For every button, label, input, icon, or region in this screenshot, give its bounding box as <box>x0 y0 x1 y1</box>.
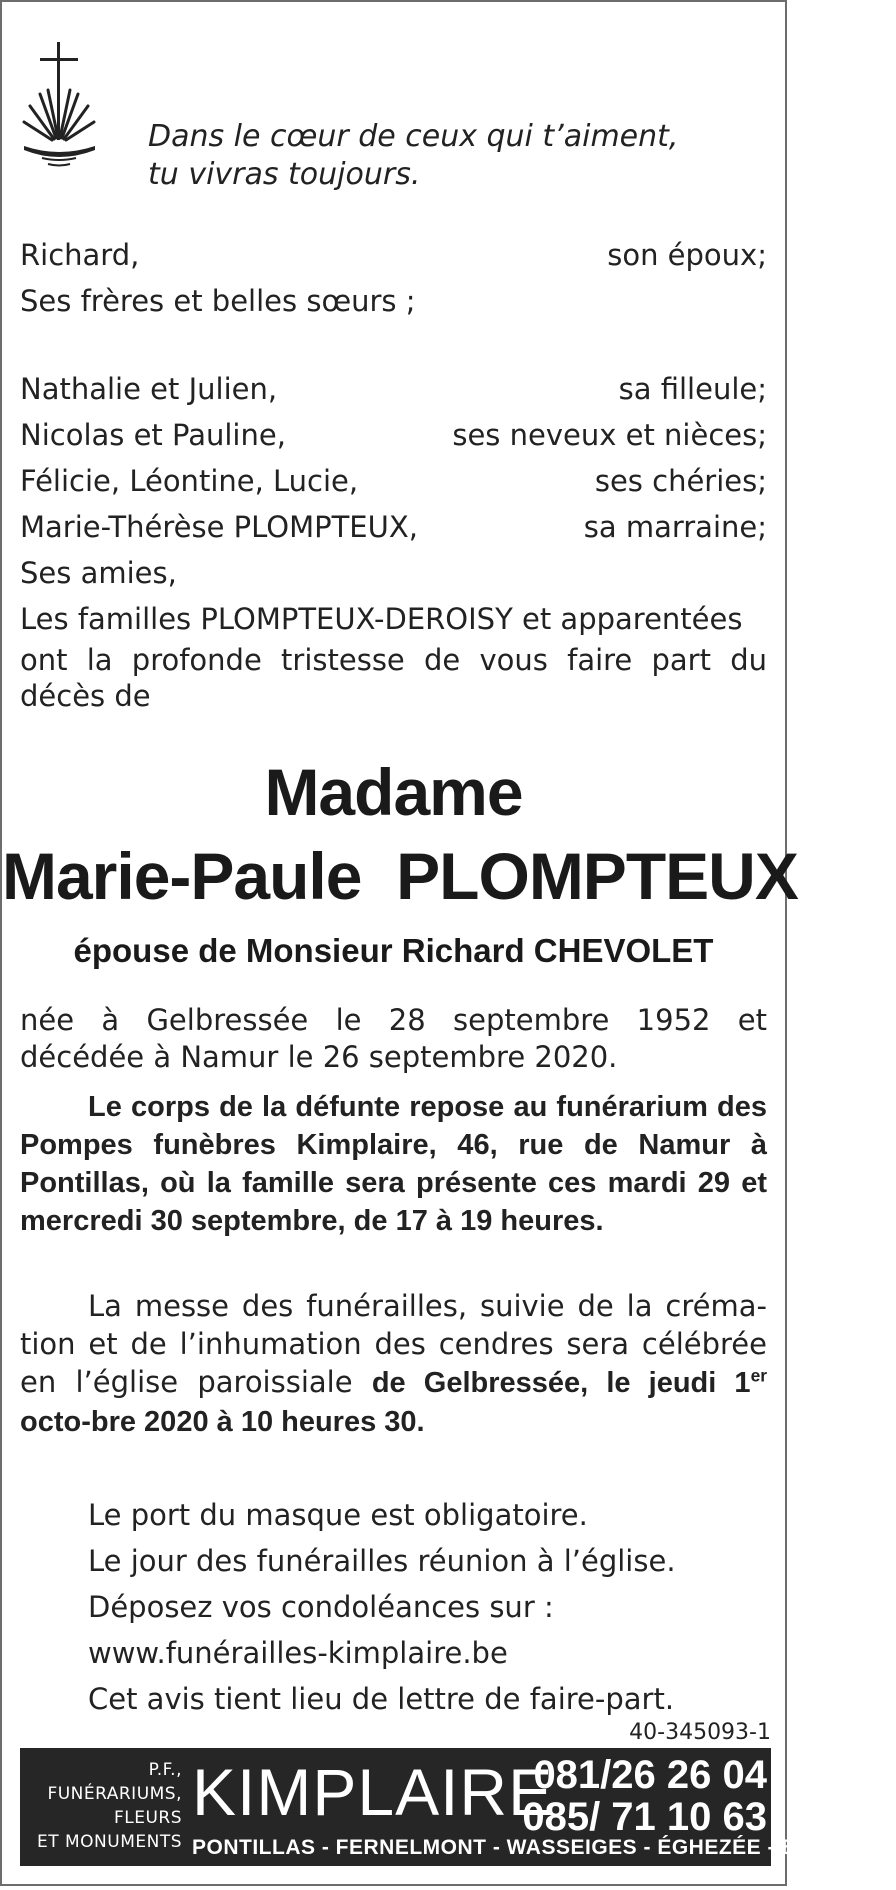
family-row <box>20 550 767 596</box>
phone-number: 081/26 26 04 <box>533 1753 767 1797</box>
family-relation: ses chéries; <box>594 464 767 498</box>
family-row <box>20 412 767 458</box>
family-row <box>20 596 767 642</box>
birth-death-text: née à Gelbressée le 28 septembre 1952 et décédée à Namur le 26 septembre 2020. <box>20 1003 767 1074</box>
family-relation: ses neveux et nièces; <box>452 418 767 452</box>
family-name: Les familles PLOMPTEUX-DEROISY et apparentées <box>20 602 743 636</box>
family-relation: sa filleule; <box>618 372 767 406</box>
mass-text-regular: La messe des funérailles, suivie de la créma-tion et de l’inhumation des cendres sera célébrée en l’église paroissiale <box>20 1289 767 1399</box>
mass-text-bold: de Gelbressée, le jeudi 1 <box>371 1367 751 1399</box>
family-row <box>20 278 767 324</box>
family-list <box>20 232 767 714</box>
family-name: Nathalie et Julien, <box>20 372 278 406</box>
service-item: FLEURS <box>113 1808 182 1828</box>
deceased-name: Marie-Paule PLOMPTEUX <box>2 839 798 913</box>
notes-list <box>88 1492 676 1722</box>
deceased-spouse: épouse de Monsieur Richard CHEVOLET <box>73 932 714 969</box>
family-relation: sa marraine; <box>583 510 767 544</box>
motto-line-1: Dans le cœur de ceux qui t’aiment, <box>148 119 679 154</box>
phone-numbers <box>522 1754 767 1838</box>
funeral-mass-text <box>20 1287 767 1441</box>
family-name: Ses frères et belles sœurs ; <box>20 284 416 318</box>
phone-number: 085/ 71 10 63 <box>522 1795 767 1839</box>
motto <box>148 118 678 194</box>
family-row <box>20 232 767 278</box>
condolences-link[interactable]: www.funérailles-kimplaire.be <box>88 1636 508 1670</box>
service-item: ET MONUMENTS <box>36 1832 182 1852</box>
mass-text-bold-end: octo-bre 2020 à 10 heures 30. <box>20 1406 425 1438</box>
family-name: Ses amies, <box>20 556 177 590</box>
family-name: Richard, <box>20 238 140 272</box>
viewing-text: Le corps de la défunte repose au funérarium des Pompes funèbres Kimplaire, 46, rue de Namur à Pontillas, où la famille sera présente ces mardi 29 et mercredi 30 septembre, de 17 à 19 heures. <box>20 1091 767 1237</box>
note-line: Déposez vos condoléances sur : <box>88 1590 554 1624</box>
deceased-title: Madame <box>264 755 523 829</box>
locations-list: PONTILLAS - FERNELMONT - WASSEIGES - ÉGHEZÉE - BURDINNE <box>192 1836 896 1859</box>
services-list <box>22 1758 182 1854</box>
announcement-line-1: ont la profonde tristesse de vous faire part du <box>20 643 767 677</box>
brand-name: KIMPLAIRE <box>192 1755 554 1829</box>
family-row <box>20 458 767 504</box>
note-line: Le jour des funérailles réunion à l’église. <box>88 1544 676 1578</box>
reference-number: 40-345093-1 <box>629 1720 771 1745</box>
family-row <box>20 504 767 550</box>
service-item: FUNÉRARIUMS, <box>47 1784 182 1804</box>
note-line: Le port du masque est obligatoire. <box>88 1498 588 1532</box>
family-name: Nicolas et Pauline, <box>20 418 286 452</box>
family-name: Marie-Thérèse PLOMPTEUX, <box>20 510 418 544</box>
funeral-home-banner <box>20 1748 896 1866</box>
announcement-line-2: décès de <box>20 679 151 713</box>
cross-rays-water-icon <box>22 42 97 172</box>
service-item: P.F., <box>148 1760 182 1780</box>
family-relation: son époux; <box>607 238 767 272</box>
mass-text-superscript: er <box>750 1365 768 1386</box>
note-line: Cet avis tient lieu de lettre de faire-part. <box>88 1682 675 1716</box>
motto-line-2: tu vivras toujours. <box>148 157 421 192</box>
family-row <box>20 366 767 412</box>
family-name: Félicie, Léontine, Lucie, <box>20 464 359 498</box>
